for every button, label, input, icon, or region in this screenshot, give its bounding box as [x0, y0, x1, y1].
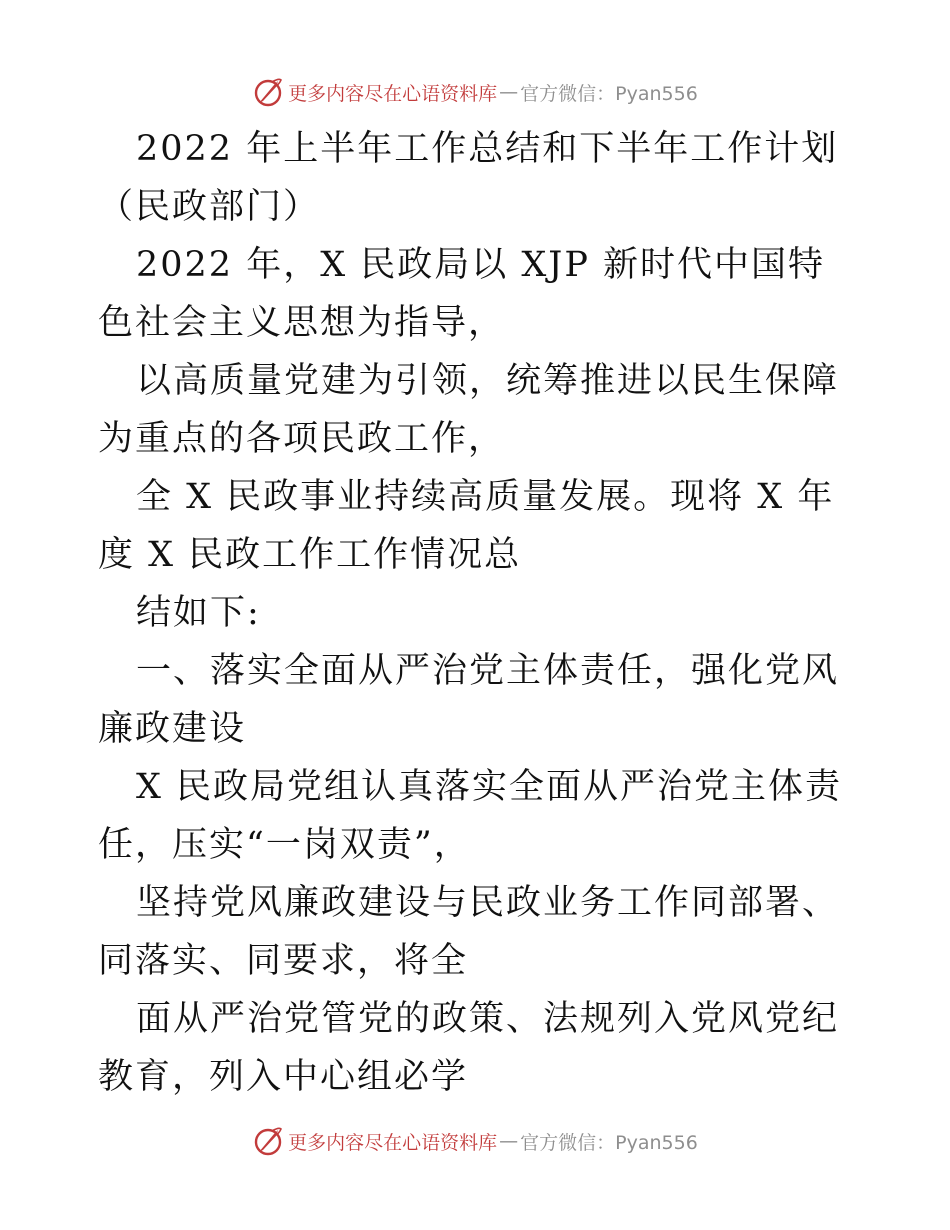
footer-promo-text: 更多内容尽在心语资料库: [288, 1131, 498, 1154]
paragraph: 2022 年，X 民政局以 XJP 新时代中国特色社会主义思想为指导，: [98, 245, 825, 343]
paragraph: 结如下:: [136, 593, 261, 633]
footer-separator: —: [499, 1130, 519, 1152]
document-body: [98, 120, 858, 1106]
footer-contact-text: 官方微信：Pyan556: [520, 1131, 698, 1154]
paragraph: 面从严治党管党的政策、法规列入党风党纪教育，列入中心组必学: [98, 999, 840, 1097]
header-banner: [0, 72, 950, 112]
quill-pen-circle-icon: [252, 76, 284, 108]
header-separator: —: [499, 81, 519, 103]
paragraph: 全 X 民政事业持续高质量发展。现将 X 年度 X 民政工作工作情况总: [98, 477, 835, 575]
paragraph: X 民政局党组认真落实全面从严治党主体责任，压实“一岗双责”，: [98, 767, 843, 865]
header-contact-text: 官方微信：Pyan556: [520, 82, 698, 105]
section-heading: 一、落实全面从严治党主体责任，强化党风廉政建设: [98, 651, 840, 749]
header-promo-text: 更多内容尽在心语资料库: [288, 82, 498, 105]
footer-banner: [0, 1121, 950, 1161]
paragraph: 坚持党风廉政建设与民政业务工作同部署、同落实、同要求，将全: [98, 883, 840, 981]
paragraph: 以高质量党建为引领，统筹推进以民生保障为重点的各项民政工作，: [98, 361, 840, 459]
quill-pen-circle-icon: [252, 1125, 284, 1157]
document-title: 2022 年上半年工作总结和下半年工作计划（民政部门）: [98, 129, 839, 227]
